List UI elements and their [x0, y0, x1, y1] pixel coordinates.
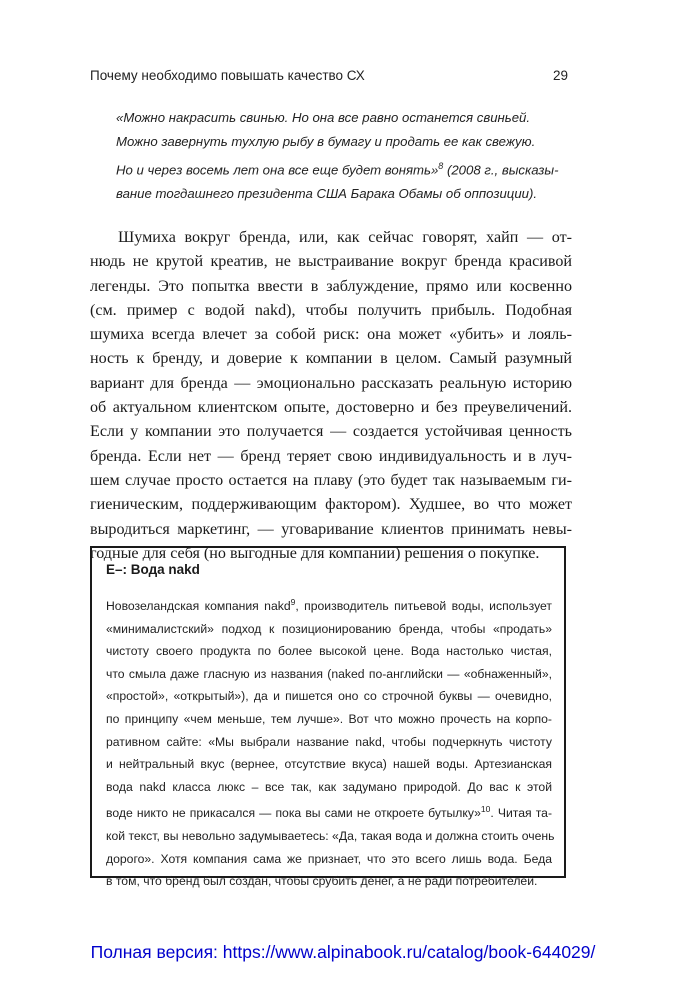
- body-line: нюдь не крутой креатив, не выстраивание вокруг бренда красивой: [90, 253, 572, 271]
- box-line: ративном сайте: «Мы выбрали название nakd, чтобы подчеркнуть чистоту: [106, 734, 552, 749]
- quote-line: «Можно накрасить свинью. Но она все равно останется свиньей.: [116, 110, 531, 125]
- quote-line-text: Но и через восемь лет она все еще будет вонять»: [116, 162, 439, 178]
- body-line: ность к бренду, и доверие к компании в целом. Самый разумный: [90, 350, 572, 368]
- body-line: шумиха всегда влечет за собой риск: она может «убить» и лояль-: [90, 326, 572, 344]
- box-line: что смыла даже гласную из названия (naked по-английски — «обнаженный»,: [106, 666, 552, 681]
- box-line: чистоту своего продукта по более высокой цене. Вода настолько чистая,: [106, 644, 552, 659]
- body-line: годные для себя (но выгодные для компании) решения о покупке.: [90, 544, 540, 562]
- quote-line: [116, 154, 576, 182]
- body-line: легенды. Это попытка ввести в заблуждение, прямо или косвенно: [90, 277, 572, 295]
- box-line: по принципу «чем меньше, тем лучше». Вот что можно прочесть на корпо-: [106, 712, 552, 727]
- body-line: выродиться маркетинг, — уговаривание клиентов принимать невы-: [90, 520, 572, 538]
- body-line: Шумиха вокруг бренда, или, как сейчас говорят, хайп — от-: [118, 229, 572, 246]
- box-line-tail: . Читая та-: [490, 806, 553, 821]
- box-line: в том, что бренд был создан, чтобы срубить денег, а не ради потребителей.: [106, 874, 538, 889]
- box-line: кой текст, вы невольно задумываетесь: «Да, такая вода и должна стоить очень: [106, 829, 555, 844]
- footnote-ref: 8: [438, 161, 444, 171]
- full-version-link[interactable]: Полная версия: https://www.alpinabook.ru/catalog/book-644029/: [90, 942, 596, 962]
- body-line: шем случае просто остается на плаву (это будет так называемым ги-: [90, 471, 572, 489]
- box-line-text: Новозеландская компания nakd: [106, 599, 291, 614]
- box-line: дорого». Хотя компания сама же признает, что это всего лишь вода. Беда: [106, 851, 552, 866]
- box-line-tail: , производитель питьевой воды, использует: [295, 599, 552, 614]
- box-line-text: воде никто не прикасался — пока вы сами не откроете бутылку»: [106, 806, 481, 821]
- chapter-title: Почему необходимо повышать качество СХ: [90, 68, 365, 83]
- body-line: вариант для бренда — эмоционально рассказать реальную историю: [90, 374, 572, 392]
- case-study-box: [90, 546, 566, 889]
- epigraph-quote: [116, 106, 576, 206]
- box-line: [106, 591, 552, 618]
- quote-line: Можно завернуть тухлую рыбу в бумагу и продать ее как свежую.: [116, 134, 536, 149]
- box-line: [106, 798, 552, 825]
- box-line: «простой», «открытый»), да и пишется оно со строчной буквы — очевидно,: [106, 689, 552, 704]
- body-paragraph: [90, 226, 572, 566]
- box-line: «минималистский» подход к позиционированию бренда, чтобы «продать»: [106, 621, 552, 636]
- quote-line: вание тогдашнего президента США Барака Обамы об оппозиции).: [116, 186, 538, 202]
- box-text: [106, 591, 555, 893]
- body-line: бренда. Если нет — бренд теряет свою индивидуальность и в луч-: [90, 447, 572, 465]
- box-line: и нейтральный вкус (вернее, отсутствие вкуса) нашей воды. Артезианская: [106, 757, 552, 772]
- footnote-ref: 9: [290, 597, 296, 607]
- page-number: 29: [552, 68, 568, 83]
- body-line: об актуальном клиентском опыте, достоверно и без преувеличений.: [90, 399, 572, 417]
- running-head: [90, 68, 568, 83]
- quote-line-tail: (2008 г., высказы-: [443, 162, 559, 178]
- body-line: Если у компании это получается — создается устойчивая ценность: [90, 423, 572, 441]
- box-line: вода nakd класса люкс – все так, как задумано природой. До вас к этой: [106, 779, 552, 794]
- box-title: E–: Вода nakd: [106, 562, 200, 577]
- body-line: гиеническим, поддерживающим фактором). Худшее, во что может: [90, 496, 572, 514]
- body-line: (см. пример с водой nakd), чтобы получить прибыль. Подобная: [90, 301, 572, 319]
- footnote-ref: 10: [480, 804, 491, 815]
